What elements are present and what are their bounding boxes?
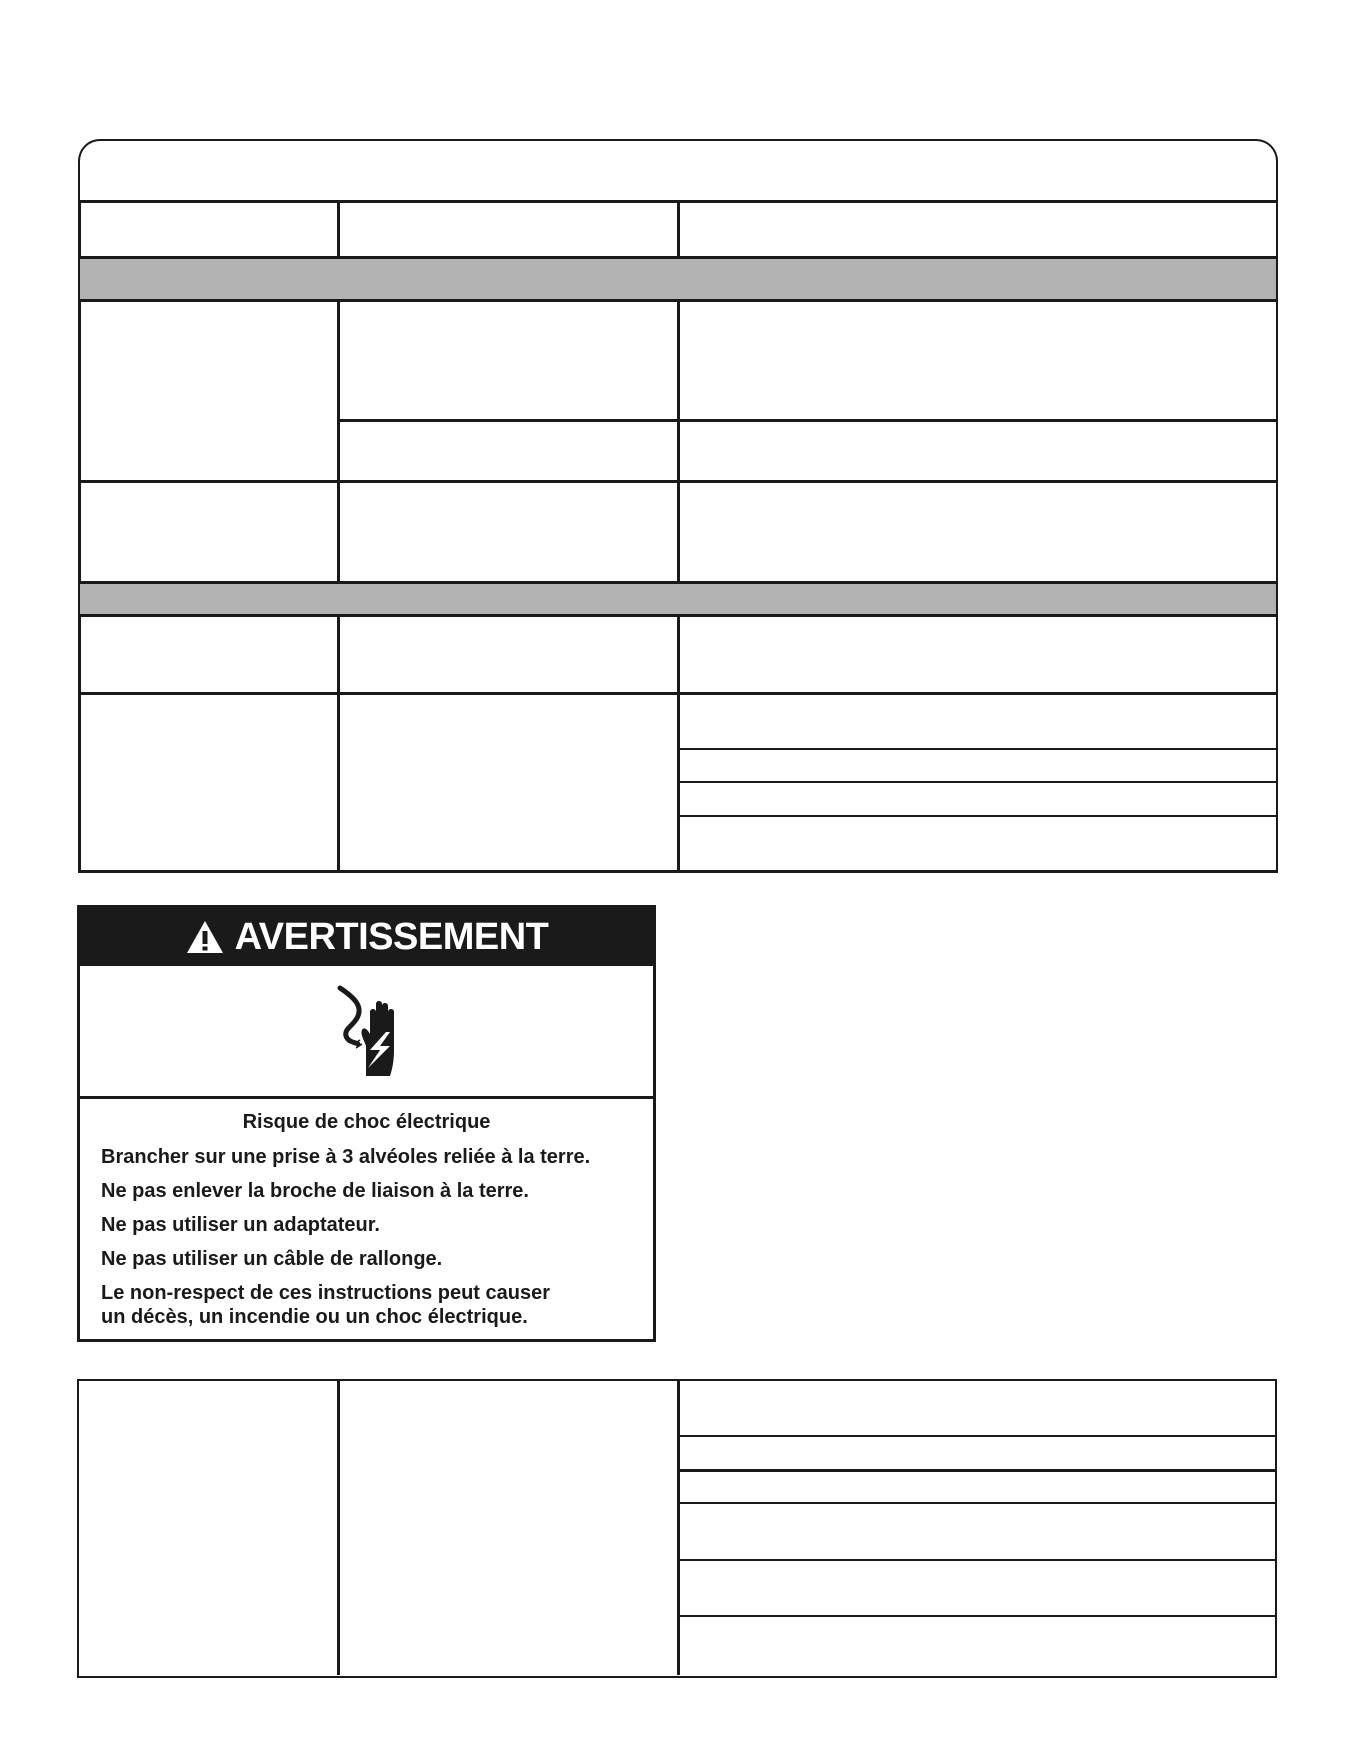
electric-shock-hand-icon: [310, 984, 420, 1084]
row-divider: [677, 1559, 1275, 1561]
row-divider: [677, 815, 1277, 817]
warning-triangle-icon: [185, 919, 225, 955]
troubleshooting-table-bottom: [77, 1379, 1277, 1678]
warning-header-label: AVERTISSEMENT: [234, 916, 549, 958]
row-divider: [677, 748, 1277, 750]
row-divider: [677, 1502, 1275, 1504]
warning-line-2: Ne pas enlever la broche de liaison à la terre.: [101, 1180, 529, 1202]
row-divider: [78, 480, 1278, 483]
warning-line-3: Ne pas utiliser un adaptateur.: [101, 1214, 380, 1236]
pictogram-area: [80, 966, 653, 1099]
troubleshooting-table-top: [0, 0, 1361, 880]
section-bar-1: [80, 258, 1276, 300]
warning-line-6: un décès, un incendie ou un choc électrique.: [101, 1306, 528, 1328]
table-bottom-border: [78, 870, 1278, 873]
table-title-band: [78, 139, 1278, 203]
warning-line-4: Ne pas utiliser un câble de rallonge.: [101, 1248, 443, 1270]
warning-line-1: Brancher sur une prise à 3 alvéoles reliée à la terre.: [101, 1146, 591, 1168]
warning-line-5: Le non-respect de ces instructions peut causer: [101, 1282, 551, 1304]
section-bar-2: [80, 583, 1276, 615]
row-divider: [78, 692, 1278, 695]
warning-header: [80, 908, 653, 966]
row-divider: [337, 419, 1277, 422]
warning-title: Risque de choc électrique: [242, 1111, 491, 1133]
row-divider: [677, 1615, 1275, 1617]
row-divider: [677, 1435, 1275, 1437]
row-divider: [677, 781, 1277, 783]
row-divider: [677, 1469, 1275, 1472]
warning-box: [77, 905, 656, 1342]
